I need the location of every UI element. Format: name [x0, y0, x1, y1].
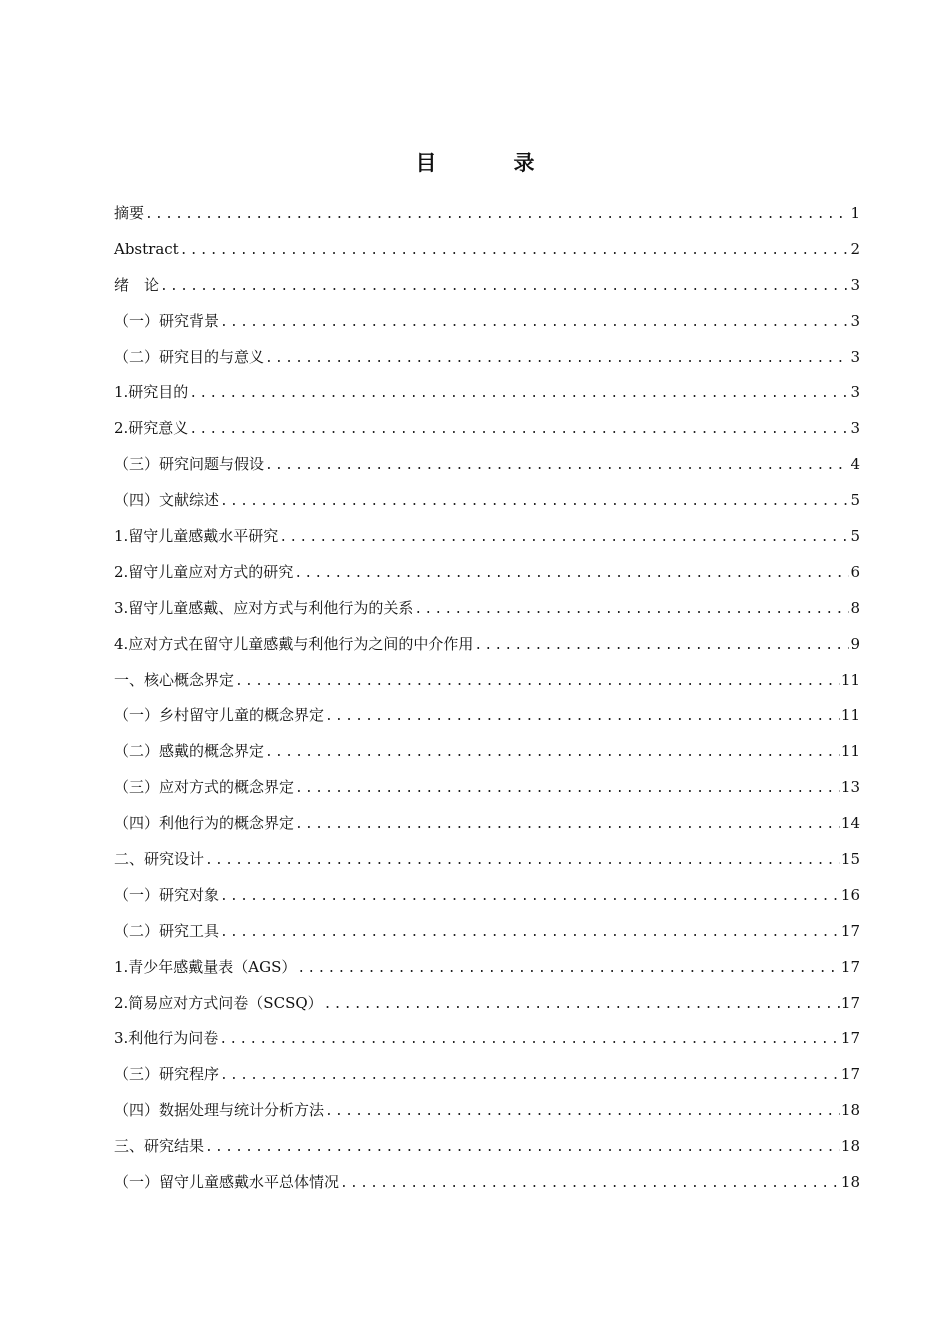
- toc-dot-leader: [220, 484, 849, 520]
- toc-entry[interactable]: [114, 483, 860, 519]
- toc-dot-leader: [297, 951, 840, 987]
- toc-page-number: 8: [850, 598, 860, 617]
- toc-dot-leader: [414, 592, 849, 628]
- toc-dot-leader: [220, 915, 840, 951]
- toc-page-number: 3: [850, 383, 860, 402]
- toc-page-number: 17: [840, 993, 860, 1012]
- toc-page-number: 1: [850, 204, 860, 222]
- toc-dot-leader: [340, 1166, 840, 1202]
- toc-entry-text: （二）研究目的与意义: [114, 347, 265, 366]
- toc-page-number: 3: [850, 419, 860, 438]
- toc-entry-text: 1.留守儿童感戴水平研究: [114, 527, 279, 546]
- toc-entry[interactable]: [114, 698, 860, 734]
- toc-entry-text: 摘要: [114, 204, 145, 222]
- toc-entry[interactable]: [114, 914, 860, 950]
- toc-entry-text: 二、研究设计: [114, 850, 205, 869]
- toc-entry[interactable]: [114, 375, 860, 411]
- toc-entry-text: （三）研究程序: [114, 1065, 220, 1084]
- toc-dot-leader: [294, 556, 849, 592]
- toc-page-number: 18: [840, 1173, 860, 1192]
- toc-page-number: 5: [850, 527, 860, 546]
- toc-entry[interactable]: [114, 734, 860, 770]
- toc-entry-text: （四）利他行为的概念界定: [114, 814, 295, 833]
- toc-dot-leader: [145, 197, 849, 233]
- toc-entry[interactable]: [114, 268, 860, 304]
- toc-dot-leader: [189, 412, 849, 448]
- toc-page-number: 4: [850, 455, 860, 474]
- toc-entry-text: 2.简易应对方式问卷（SCSQ）: [114, 993, 323, 1012]
- toc-dot-leader: [295, 771, 840, 807]
- toc-entry-text: 三、研究结果: [114, 1137, 205, 1156]
- toc-page-number: 3: [850, 275, 860, 294]
- toc-entry-text: （三）应对方式的概念界定: [114, 778, 295, 797]
- toc-page-number: 13: [840, 778, 860, 797]
- table-of-contents: [114, 196, 860, 1201]
- toc-entry[interactable]: [114, 196, 860, 232]
- toc-entry-text: （二）研究工具: [114, 921, 220, 940]
- toc-entry-text: （二）感戴的概念界定: [114, 742, 265, 761]
- toc-entry-text: （四）文献综述: [114, 491, 220, 510]
- toc-entry-text: （三）研究问题与假设: [114, 455, 265, 474]
- toc-page-number: 3: [850, 311, 860, 330]
- toc-page-number: 17: [840, 921, 860, 940]
- toc-dot-leader: [189, 376, 849, 412]
- toc-entry-text: （一）研究背景: [114, 311, 220, 330]
- toc-entry-text: 4.应对方式在留守儿童感戴与利他行为之间的中介作用: [114, 634, 474, 653]
- toc-entry[interactable]: [114, 770, 860, 806]
- toc-page-number: 18: [840, 1137, 860, 1156]
- toc-page-number: 14: [840, 814, 860, 833]
- toc-dot-leader: [235, 664, 840, 700]
- toc-entry-text: （一）乡村留守儿童的概念界定: [114, 706, 325, 725]
- toc-dot-leader: [324, 987, 840, 1023]
- toc-entry-text: （一）研究对象: [114, 885, 220, 904]
- toc-page-number: 9: [850, 634, 860, 653]
- toc-entry[interactable]: [114, 627, 860, 663]
- toc-dot-leader: [205, 1130, 840, 1166]
- toc-page-number: 5: [850, 491, 860, 510]
- toc-dot-leader: [220, 305, 849, 341]
- toc-entry[interactable]: [114, 340, 860, 376]
- toc-entry[interactable]: [114, 1129, 860, 1165]
- toc-entry[interactable]: [114, 806, 860, 842]
- toc-dot-leader: [265, 341, 849, 377]
- toc-dot-leader: [265, 735, 840, 771]
- page-title: 目 录: [415, 150, 563, 175]
- toc-entry[interactable]: [114, 663, 860, 699]
- toc-entry[interactable]: [114, 232, 860, 268]
- toc-dot-leader: [205, 843, 840, 879]
- toc-dot-leader: [325, 699, 840, 735]
- toc-page-number: 17: [840, 957, 860, 976]
- toc-entry[interactable]: [114, 591, 860, 627]
- toc-entry-text: 2.研究意义: [114, 419, 189, 438]
- toc-entry-text: （一）留守儿童感戴水平总体情况: [114, 1173, 340, 1192]
- toc-entry[interactable]: [114, 1165, 860, 1201]
- toc-entry[interactable]: [114, 411, 860, 447]
- toc-entry-text: 绪 论: [114, 275, 160, 294]
- toc-page-number: 2: [850, 239, 860, 258]
- toc-entry[interactable]: [114, 1057, 860, 1093]
- toc-page-number: 18: [840, 1101, 860, 1120]
- toc-entry-text: 一、核心概念界定: [114, 670, 235, 689]
- toc-dot-leader: [180, 233, 849, 269]
- toc-page-number: 17: [840, 1065, 860, 1084]
- toc-entry-text: 1.青少年感戴量表（AGS）: [114, 957, 297, 976]
- toc-page-number: 16: [840, 885, 860, 904]
- toc-page-number: 6: [850, 562, 860, 581]
- toc-page-number: 11: [840, 742, 860, 761]
- toc-entry[interactable]: [114, 555, 860, 591]
- toc-entry[interactable]: [114, 950, 860, 986]
- toc-entry[interactable]: [114, 447, 860, 483]
- toc-dot-leader: [295, 807, 840, 843]
- toc-page-number: 11: [840, 670, 860, 689]
- toc-entry[interactable]: [114, 1093, 860, 1129]
- toc-page-number: 15: [840, 850, 860, 869]
- toc-entry[interactable]: [114, 986, 860, 1022]
- toc-entry-text: 3.利他行为问卷: [114, 1029, 219, 1048]
- toc-page-number: 3: [850, 347, 860, 366]
- toc-dot-leader: [220, 1058, 840, 1094]
- toc-dot-leader: [265, 448, 849, 484]
- toc-dot-leader: [220, 879, 840, 915]
- toc-page-number: 11: [840, 706, 860, 725]
- toc-entry[interactable]: [114, 878, 860, 914]
- toc-entry[interactable]: [114, 519, 860, 555]
- toc-dot-leader: [160, 269, 849, 305]
- toc-entry[interactable]: [114, 304, 860, 340]
- toc-dot-leader: [325, 1094, 840, 1130]
- toc-entry-text: 3.留守儿童感戴、应对方式与利他行为的关系: [114, 598, 414, 617]
- toc-page-number: 17: [840, 1029, 860, 1048]
- toc-entry[interactable]: [114, 1021, 860, 1057]
- toc-dot-leader: [474, 628, 849, 664]
- toc-dot-leader: [219, 1022, 840, 1058]
- toc-entry-text: （四）数据处理与统计分析方法: [114, 1101, 325, 1120]
- toc-entry-text: 1.研究目的: [114, 383, 189, 402]
- toc-entry[interactable]: [114, 842, 860, 878]
- toc-dot-leader: [279, 520, 849, 556]
- toc-entry-text: 2.留守儿童应对方式的研究: [114, 562, 294, 581]
- toc-entry-text: Abstract: [114, 239, 179, 258]
